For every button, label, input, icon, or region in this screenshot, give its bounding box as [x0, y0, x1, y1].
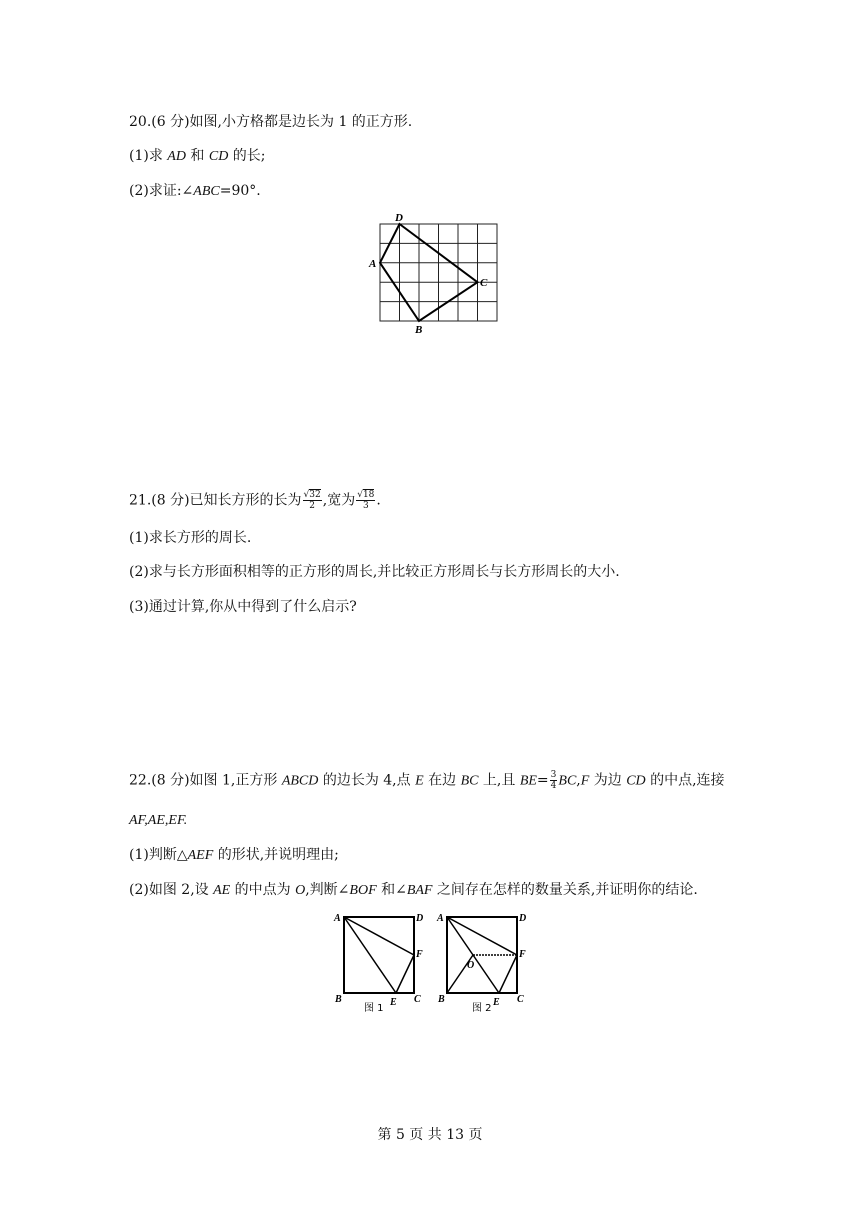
q21-part2: (2)求与长方形面积相等的正方形的周长,并比较正方形周长与长方形周长的大小. [129, 564, 620, 580]
fig1-label-f: F [416, 949, 423, 960]
q21-part3: (3)通过计算,你从中得到了什么启示? [129, 599, 357, 615]
q20-label-d: D [395, 212, 403, 224]
fig2-label-e: E [493, 997, 500, 1008]
q22-stem-line2: AF,AE,EF. [129, 813, 188, 828]
q20-label-b: B [415, 324, 423, 336]
fig2-label-b: B [438, 994, 445, 1005]
q22-figure-2 [434, 908, 534, 1016]
q20-stem: 20.(6 分)如图,小方格都是边长为 1 的正方形. [129, 114, 413, 130]
q21-stem: 21.(8 分)已知长方形的长为 $\frac{√32}{2}$ ,宽为 $\frac{√18}{3}$ . [129, 490, 381, 511]
q21-width-fraction: $\frac{√18}{3}$ [357, 490, 375, 511]
q20-grid-figure [360, 208, 500, 338]
fig1-caption: 图 1 [364, 1003, 384, 1014]
fig2-label-f: F [519, 949, 526, 960]
q21-part1: (1)求长方形的周长. [129, 530, 252, 546]
q20-label-c: C [480, 277, 488, 289]
fig2-label-c: C [517, 994, 524, 1005]
fig2-label-o: O [467, 960, 475, 971]
fig1-label-e: E [390, 997, 397, 1008]
fig2-label-d: D [519, 913, 527, 924]
page-footer: 第 5 页 共 13 页 [377, 1127, 483, 1143]
q20-part1: (1)求 AD 和 CD 的长; [129, 148, 266, 164]
fig2-caption: 图 2 [472, 1003, 492, 1014]
fig1-label-d: D [416, 913, 424, 924]
q21-length-fraction: $\frac{√32}{2}$ [303, 490, 321, 511]
fig1-label-b: B [335, 994, 342, 1005]
q22-figure-1 [330, 908, 430, 1016]
q22-stem: 22.(8 分)如图 1,正方形 ABCD 的边长为 4,点 E 在边 BC 上,且 BE= $\frac{3}{4}$ BC,F 为边 CD 的中点,连接 [129, 770, 725, 791]
q20-label-a: A [369, 258, 377, 270]
fig2-label-a: A [437, 913, 444, 924]
q22-part1: (1)判断△AEF 的形状,并说明理由; [129, 847, 339, 863]
fig1-label-c: C [414, 994, 421, 1005]
q22-fraction: $\frac{3}{4}$ [550, 770, 557, 791]
q20-part2: (2)求证:∠ABC=90°. [129, 183, 261, 199]
fig1-label-a: A [334, 913, 341, 924]
q22-part2: (2)如图 2,设 AE 的中点为 O,判断∠BOF 和∠BAF 之间存在怎样的数量关系,并证明你的结论. [129, 882, 698, 898]
